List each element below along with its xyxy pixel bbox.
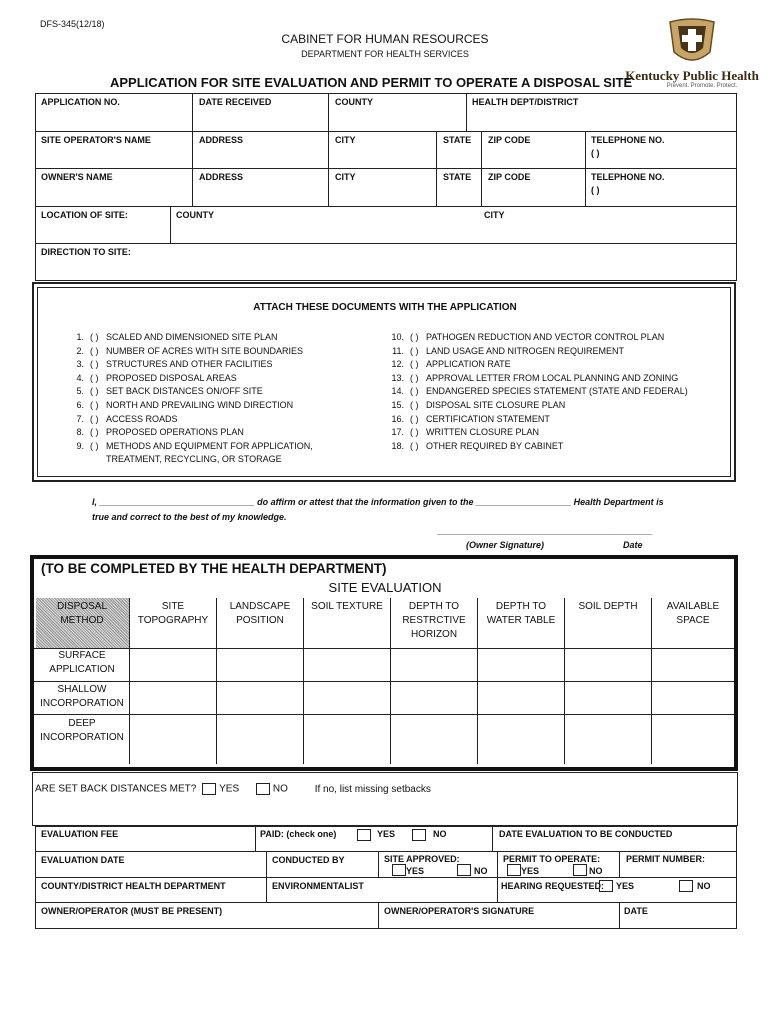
hearing-yes-label: YES (616, 881, 635, 891)
attach-item-checkbox[interactable]: ( ) (90, 440, 99, 451)
attach-item-checkbox[interactable]: ( ) (410, 359, 419, 370)
site-approved-yes-label: YES (406, 866, 425, 876)
attach-item (62, 453, 313, 467)
attach-item (382, 358, 688, 372)
site-approved-label: SITE APPROVED: (384, 854, 460, 864)
conducted-by-label: CONDUCTED BY (272, 855, 345, 865)
page-title: APPLICATION FOR SITE EVALUATION AND PERMIT TO OPERATE A DISPOSAL SITE (110, 75, 633, 90)
attach-item-label: SET BACK DISTANCES ON/OFF SITE (106, 386, 263, 397)
attach-item-number: 1. (76, 332, 84, 342)
attach-item-label: OTHER REQUIRED BY CABINET (426, 440, 564, 451)
permit-operate-label: PERMIT TO OPERATE: (503, 854, 601, 864)
attach-item (382, 413, 688, 427)
agency-name: CABINET FOR HUMAN RESOURCES (281, 32, 489, 46)
attach-item (382, 385, 688, 399)
attach-list-left (62, 331, 313, 467)
attach-item-number: 10. (391, 332, 404, 342)
attach-item-number: 18. (391, 440, 404, 451)
attach-item-checkbox[interactable]: ( ) (90, 427, 99, 438)
attach-item (62, 358, 313, 372)
owner-name-label: OWNER'S NAME (41, 172, 113, 182)
row-surface-application: SURFACE APPLICATION (49, 650, 115, 675)
form-id: DFS-345(12/18) (40, 19, 105, 29)
attach-heading: ATTACH THESE DOCUMENTS WITH THE APPLICATION (253, 302, 517, 313)
date-eval-label: DATE EVALUATION TO BE CONDUCTED (499, 829, 673, 839)
col-soil-texture: SOIL TEXTURE (311, 601, 383, 612)
attach-item-label: DISPOSAL SITE CLOSURE PLAN (426, 399, 566, 410)
row-shallow-incorporation: SHALLOW INCORPORATION (40, 684, 124, 709)
col-site-topography: SITE TOPOGRAPHY (137, 601, 209, 626)
attach-item-checkbox[interactable]: ( ) (410, 372, 419, 383)
permit-number-label: PERMIT NUMBER: (626, 854, 705, 864)
attach-item-checkbox[interactable]: ( ) (90, 399, 99, 410)
operator-telephone-label: TELEPHONE NO. (591, 135, 665, 145)
attach-item (62, 426, 313, 440)
health-dept-banner: (TO BE COMPLETED BY THE HEALTH DEPARTMENT) (41, 561, 387, 576)
attach-item-label: TREATMENT, RECYCLING, OR STORAGE (106, 454, 282, 465)
county-label: COUNTY (335, 97, 373, 107)
attach-item (382, 372, 688, 386)
attach-item-checkbox[interactable]: ( ) (90, 332, 99, 342)
environmentalist-label: ENVIRONMENTALIST (272, 881, 364, 891)
paid-no-label: NO (433, 829, 447, 839)
site-approved-yes-checkbox[interactable] (392, 864, 406, 876)
attach-item-number: 2. (76, 345, 84, 356)
logo-name: Kentucky Public Health (625, 68, 759, 83)
attach-item-checkbox[interactable]: ( ) (410, 399, 419, 410)
bottom-date-label: DATE (624, 906, 648, 916)
attach-item-number: 16. (391, 413, 404, 424)
location-county-label: COUNTY (176, 210, 214, 220)
attach-item-checkbox[interactable]: ( ) (410, 332, 419, 342)
hearing-no-checkbox[interactable] (679, 880, 693, 892)
col-depth-restrictive: DEPTH TO RESTRCTIVE HORIZON (402, 601, 466, 640)
attach-item-number: 11. (392, 345, 404, 356)
owner-city-label: CITY (335, 172, 356, 182)
attach-item-checkbox[interactable]: ( ) (410, 440, 419, 451)
setback-no-checkbox[interactable] (256, 783, 270, 795)
attach-item-number: 15. (391, 399, 404, 410)
attach-item-checkbox[interactable]: ( ) (410, 413, 419, 424)
signature-line[interactable]: ___________________________________________ (437, 526, 653, 536)
attach-item-number: 9. (76, 440, 84, 451)
owner-state-label: STATE (443, 172, 472, 182)
attach-item-checkbox[interactable]: ( ) (90, 386, 99, 397)
operator-address-label: ADDRESS (199, 135, 244, 145)
attach-item-number: 12. (391, 359, 404, 370)
attach-item-checkbox[interactable]: ( ) (410, 427, 419, 438)
attach-item-label: APPLICATION RATE (426, 359, 511, 370)
eval-fee-label: EVALUATION FEE (41, 829, 119, 839)
owner-signature-label: (Owner Signature) (466, 540, 545, 550)
setback-note: If no, list missing setbacks (314, 783, 431, 795)
attach-item (382, 345, 688, 359)
eval-date-label: EVALUATION DATE (41, 855, 125, 865)
col-soil-depth: SOIL DEPTH (578, 601, 638, 612)
attach-item-checkbox[interactable]: ( ) (410, 345, 419, 356)
col-available-space: AVAILABLE SPACE (666, 601, 720, 626)
attach-item-label: ENDANGERED SPECIES STATEMENT (STATE AND FEDERAL) (426, 386, 688, 397)
paid-no-checkbox[interactable] (412, 829, 426, 841)
affirmation-line2: true and correct to the best of my knowledge. (92, 512, 287, 522)
permit-yes-label: YES (521, 866, 540, 876)
col-disposal-method: DISPOSAL METHOD (56, 601, 108, 626)
paid-label: PAID: (check one) (260, 829, 337, 839)
owner-address-label: ADDRESS (199, 172, 244, 182)
owner-operator-label: OWNER/OPERATOR (MUST BE PRESENT) (41, 906, 223, 916)
health-dept-label: HEALTH DEPT/DISTRICT (472, 97, 579, 107)
attach-item-label: PATHOGEN REDUCTION AND VECTOR CONTROL PLAN (426, 332, 665, 342)
attach-item-number: 13. (391, 372, 404, 383)
owner-signature-field-label: OWNER/OPERATOR'S SIGNATURE (384, 906, 535, 916)
attach-item (62, 372, 313, 386)
attach-item-label: CERTIFICATION STATEMENT (426, 413, 550, 424)
site-approved-no-checkbox[interactable] (457, 864, 471, 876)
attach-item-label: LAND USAGE AND NITROGEN REQUIREMENT (426, 345, 625, 356)
attach-item-number: 5. (76, 386, 84, 397)
applicant-info-grid (35, 93, 737, 281)
attach-item-label: ACCESS ROADS (106, 413, 178, 424)
operator-city-label: CITY (335, 135, 356, 145)
permit-no-checkbox[interactable] (573, 864, 587, 876)
owner-telephone-label: TELEPHONE NO. (591, 172, 665, 182)
attach-item-number: 8. (76, 427, 84, 438)
setback-row (32, 772, 738, 826)
setback-question: ARE SET BACK DISTANCES MET? (35, 783, 197, 795)
attach-item-number: 4. (76, 372, 84, 383)
attach-item-number: 7. (76, 413, 84, 424)
location-city-label: CITY (484, 210, 505, 220)
col-landscape-position: LANDSCAPE POSITION (229, 601, 291, 626)
paid-yes-label: YES (377, 829, 396, 839)
attach-item (382, 440, 688, 454)
location-label: LOCATION OF SITE: (41, 210, 128, 220)
attach-item-checkbox[interactable]: ( ) (410, 386, 419, 397)
attach-item (62, 345, 313, 359)
attach-item (382, 426, 688, 440)
setback-no-label: NO (272, 783, 288, 795)
attach-item (382, 399, 688, 413)
attach-item-checkbox[interactable]: ( ) (90, 372, 99, 383)
setback-yes-checkbox[interactable] (202, 783, 216, 795)
setback-question-group (35, 783, 431, 795)
attach-item (382, 331, 688, 345)
application-no-label: APPLICATION NO. (41, 97, 120, 107)
attach-item (62, 399, 313, 413)
attach-item (62, 413, 313, 427)
attach-item-label: METHODS AND EQUIPMENT FOR APPLICATION, (106, 440, 313, 451)
attach-item-label: SCALED AND DIMENSIONED SITE PLAN (106, 332, 278, 342)
attach-item-number: 6. (76, 399, 84, 410)
site-operator-label: SITE OPERATOR'S NAME (41, 135, 151, 145)
operator-state-label: STATE (443, 135, 472, 145)
attach-item-label: WRITTEN CLOSURE PLAN (426, 427, 540, 438)
attach-item-label: STRUCTURES AND OTHER FACILITIES (106, 359, 273, 370)
owner-phone-parens: ( ) (591, 185, 600, 195)
operator-zip-label: ZIP CODE (488, 135, 531, 145)
hearing-yes-checkbox[interactable] (599, 880, 613, 892)
date-received-label: DATE RECEIVED (199, 97, 272, 107)
county-dept-label: COUNTY/DISTRICT HEALTH DEPARTMENT (41, 881, 226, 891)
row-deep-incorporation: DEEP INCORPORATION (40, 718, 124, 743)
site-approved-no-label: NO (474, 866, 488, 876)
attach-item-label: PROPOSED DISPOSAL AREAS (106, 372, 237, 383)
attach-item-label: NORTH AND PREVAILING WIND DIRECTION (106, 399, 294, 410)
operator-phone-parens: ( ) (591, 148, 600, 158)
department-name: DEPARTMENT FOR HEALTH SERVICES (301, 49, 469, 59)
paid-yes-checkbox[interactable] (357, 829, 371, 841)
date-label: Date (623, 540, 643, 550)
attach-item-checkbox[interactable]: ( ) (90, 413, 99, 424)
col-depth-water-table: DEPTH TO WATER TABLE (486, 601, 556, 626)
attach-item-label: PROPOSED OPERATIONS PLAN (106, 427, 244, 438)
hearing-no-label: NO (697, 881, 711, 891)
attach-item-number: 14. (391, 386, 404, 397)
attach-item-label: APPROVAL LETTER FROM LOCAL PLANNING AND ZONING (426, 372, 679, 383)
attach-item-number: 17. (391, 427, 404, 438)
owner-zip-label: ZIP CODE (488, 172, 531, 182)
attach-item (62, 440, 313, 454)
attach-list-right (382, 331, 688, 453)
attach-item-checkbox[interactable]: ( ) (90, 359, 99, 370)
attach-item-number: 3. (76, 359, 84, 370)
permit-no-label: NO (589, 866, 603, 876)
attach-item (62, 331, 313, 345)
affirmation-line1: I, _______________________________ do affirm or attest that the information given to the ___________________ Health Department is (92, 497, 664, 507)
permit-yes-checkbox[interactable] (507, 864, 521, 876)
attach-item-checkbox[interactable]: ( ) (90, 345, 99, 356)
site-evaluation-title: SITE EVALUATION (328, 580, 442, 595)
kentucky-public-health-logo (622, 18, 762, 92)
setback-yes-label: YES (219, 783, 240, 795)
attach-item-label: NUMBER OF ACRES WITH SITE BOUNDARIES (106, 345, 304, 356)
hearing-label: HEARING REQUESTED: (501, 881, 605, 891)
logo-tagline: Prevent. Promote. Protect. (666, 83, 738, 89)
attach-item (62, 385, 313, 399)
direction-label: DIRECTION TO SITE: (41, 247, 131, 257)
